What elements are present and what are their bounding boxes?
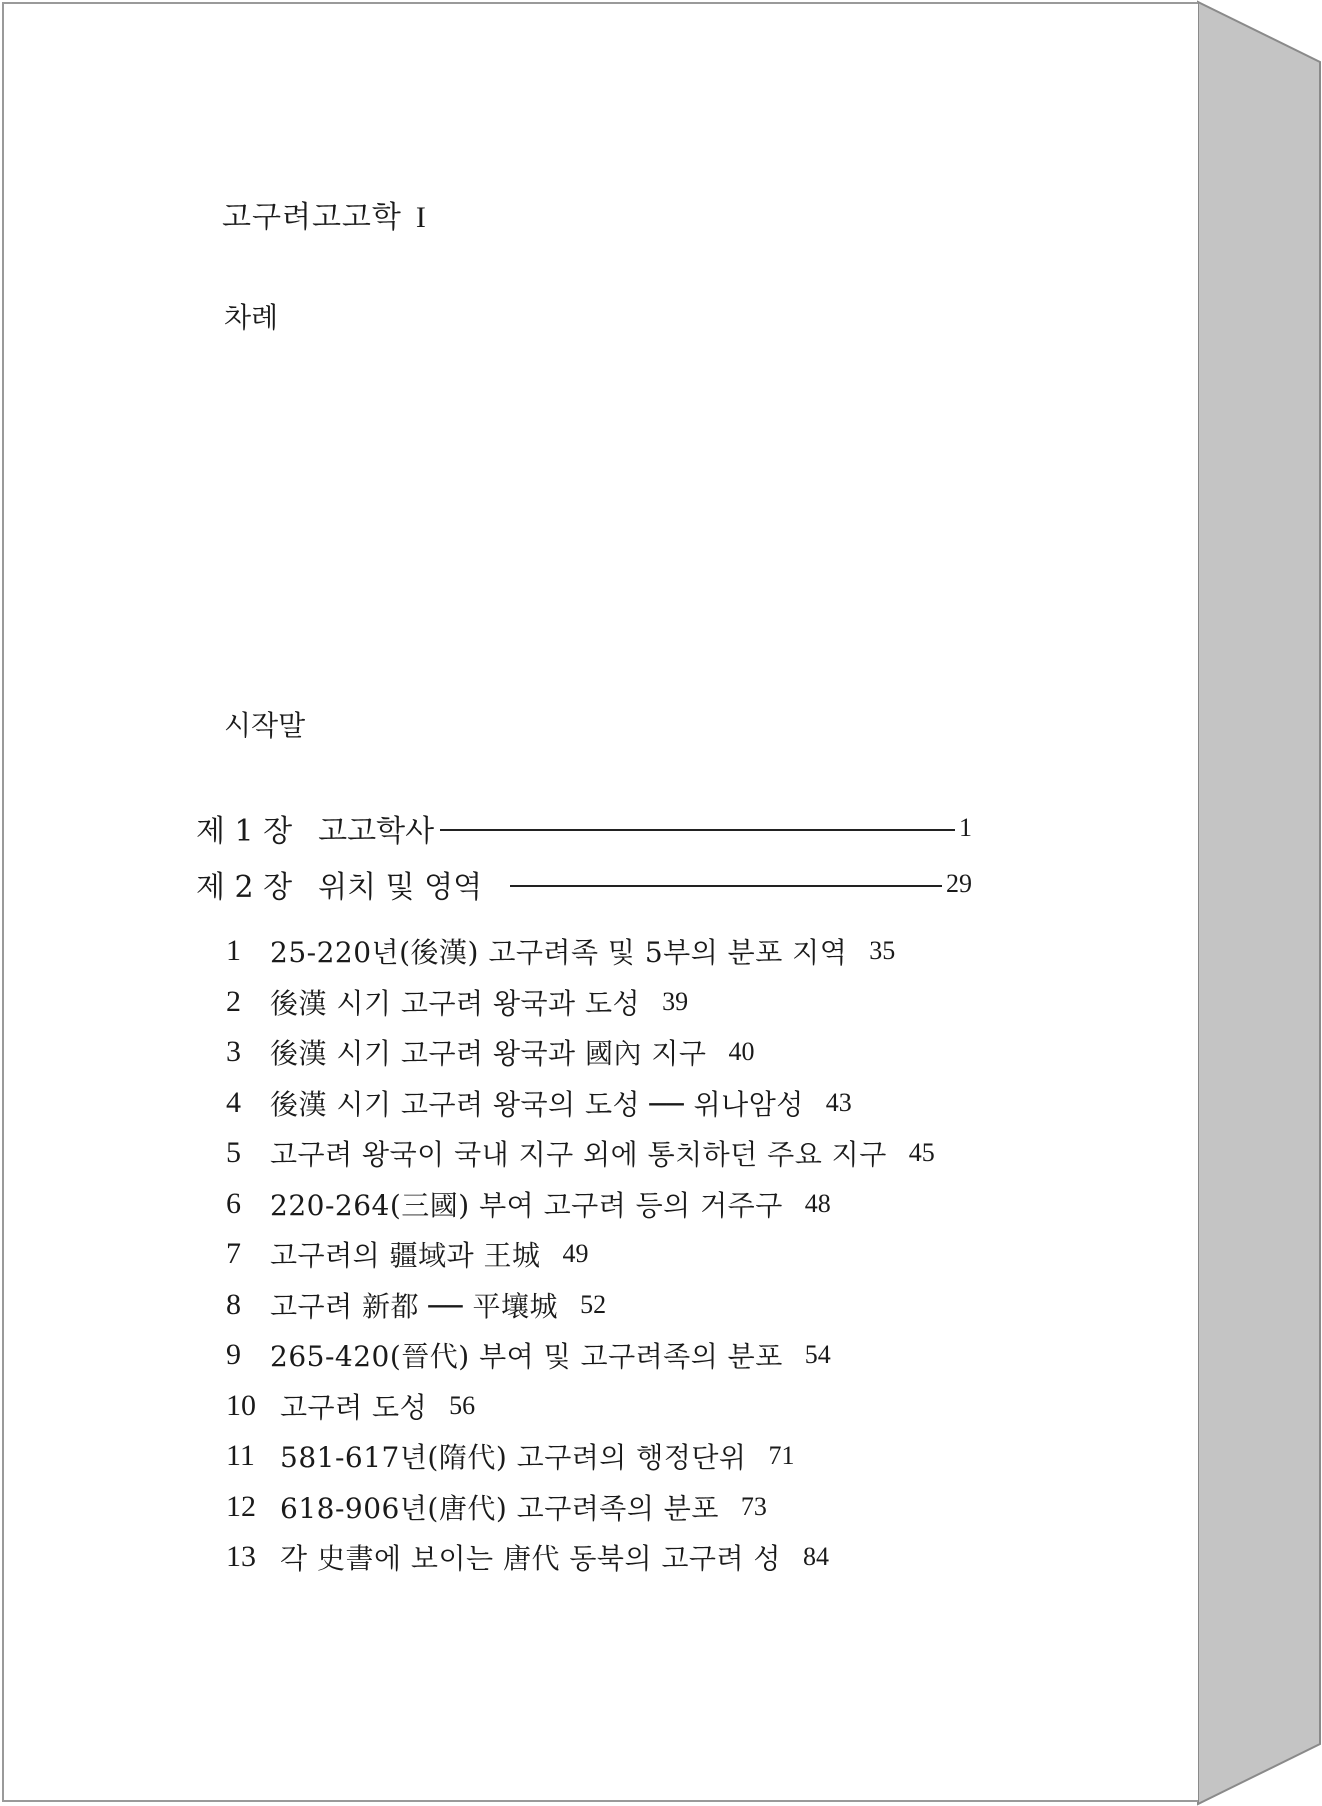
map-label: 後漢 시기 고구려 왕국과 도성: [270, 986, 641, 1020]
map-list-item: [226, 1330, 1026, 1381]
map-list-item: [226, 1431, 1026, 1482]
map-label: 581-617년(隋代) 고구려의 행정단위: [280, 1441, 747, 1475]
map-page: 43: [825, 1087, 852, 1117]
map-label: 618-906년(唐代) 고구려족의 분포: [280, 1491, 719, 1525]
map-number: 3: [226, 1035, 241, 1069]
map-list: [226, 926, 1026, 1583]
leader-line: [440, 829, 955, 831]
map-list-item: [226, 1078, 1026, 1129]
map-page: 71: [768, 1441, 795, 1471]
toc-chapter-2: [196, 862, 972, 906]
chapter-page: 29: [946, 869, 972, 898]
map-number: 1: [226, 934, 241, 968]
map-label: 265-420(晉代) 부여 및 고구려족의 분포: [270, 1340, 783, 1374]
map-number: 11: [226, 1439, 255, 1473]
map-list-item: [226, 1229, 1026, 1280]
toc-chapter-1: [196, 806, 972, 850]
chapter-page: 1: [959, 813, 972, 842]
map-list-item: [226, 1280, 1026, 1331]
map-label: 고구려 도성: [280, 1390, 428, 1424]
map-number: 13: [226, 1540, 256, 1574]
map-page: 73: [740, 1491, 767, 1521]
map-number: 4: [226, 1085, 241, 1119]
map-label: 각 史書에 보이는 唐代 동북의 고구려 성: [280, 1542, 781, 1576]
chapter-title: 위치 및 영역: [318, 870, 483, 905]
chapter-number: 제 1 장: [196, 814, 293, 849]
map-label: 25-220년(後漢) 고구려족 및 5부의 분포 지역: [270, 936, 848, 970]
map-label: 後漢 시기 고구려 왕국과 國內 지구: [270, 1037, 707, 1071]
map-list-item: [226, 1128, 1026, 1179]
leader-line: [510, 885, 942, 887]
book-volume: I: [415, 201, 427, 234]
map-number: 9: [226, 1338, 241, 1372]
map-label: 고구려 왕국이 국내 지구 외에 통치하던 주요 지구: [270, 1138, 887, 1172]
map-number: 8: [226, 1287, 241, 1321]
chapter-number: 제 2 장: [196, 870, 293, 905]
contents-heading: 차례: [224, 301, 279, 334]
map-label: 고구려 新都 ── 平壤城: [270, 1289, 559, 1323]
map-list-item: [226, 1532, 1026, 1583]
map-page: 52: [580, 1289, 607, 1319]
map-number: 6: [226, 1186, 241, 1220]
map-list-item: [226, 1027, 1026, 1078]
map-number: 10: [226, 1388, 256, 1422]
map-page: 45: [908, 1138, 935, 1168]
map-list-item: [226, 1482, 1026, 1533]
map-label: 220-264(三國) 부여 고구려 등의 거주구: [270, 1188, 783, 1222]
map-page: 35: [869, 936, 896, 966]
map-page: 48: [804, 1188, 831, 1218]
map-page: 54: [804, 1340, 831, 1370]
map-list-item: [226, 1179, 1026, 1230]
map-list-item: [226, 926, 1026, 977]
map-page: 39: [662, 986, 689, 1016]
chapter-title: 고고학사: [318, 814, 435, 849]
map-number: 2: [226, 984, 241, 1018]
map-list-item: [226, 977, 1026, 1028]
map-page: 84: [802, 1542, 829, 1572]
map-number: 7: [226, 1237, 241, 1271]
map-page: 49: [562, 1239, 589, 1269]
map-page: 40: [728, 1037, 755, 1067]
map-label: 고구려의 疆域과 王城: [270, 1239, 541, 1273]
book-title: 고구려고고학: [222, 200, 402, 235]
map-page: 56: [449, 1390, 476, 1420]
map-number: 12: [226, 1489, 256, 1523]
map-label: 後漢 시기 고구려 왕국의 도성 ── 위나암성: [270, 1087, 804, 1121]
preface-entry: 시작말: [224, 709, 306, 742]
map-list-item: [226, 1381, 1026, 1432]
book-title-line: [222, 192, 427, 236]
map-number: 5: [226, 1136, 241, 1170]
